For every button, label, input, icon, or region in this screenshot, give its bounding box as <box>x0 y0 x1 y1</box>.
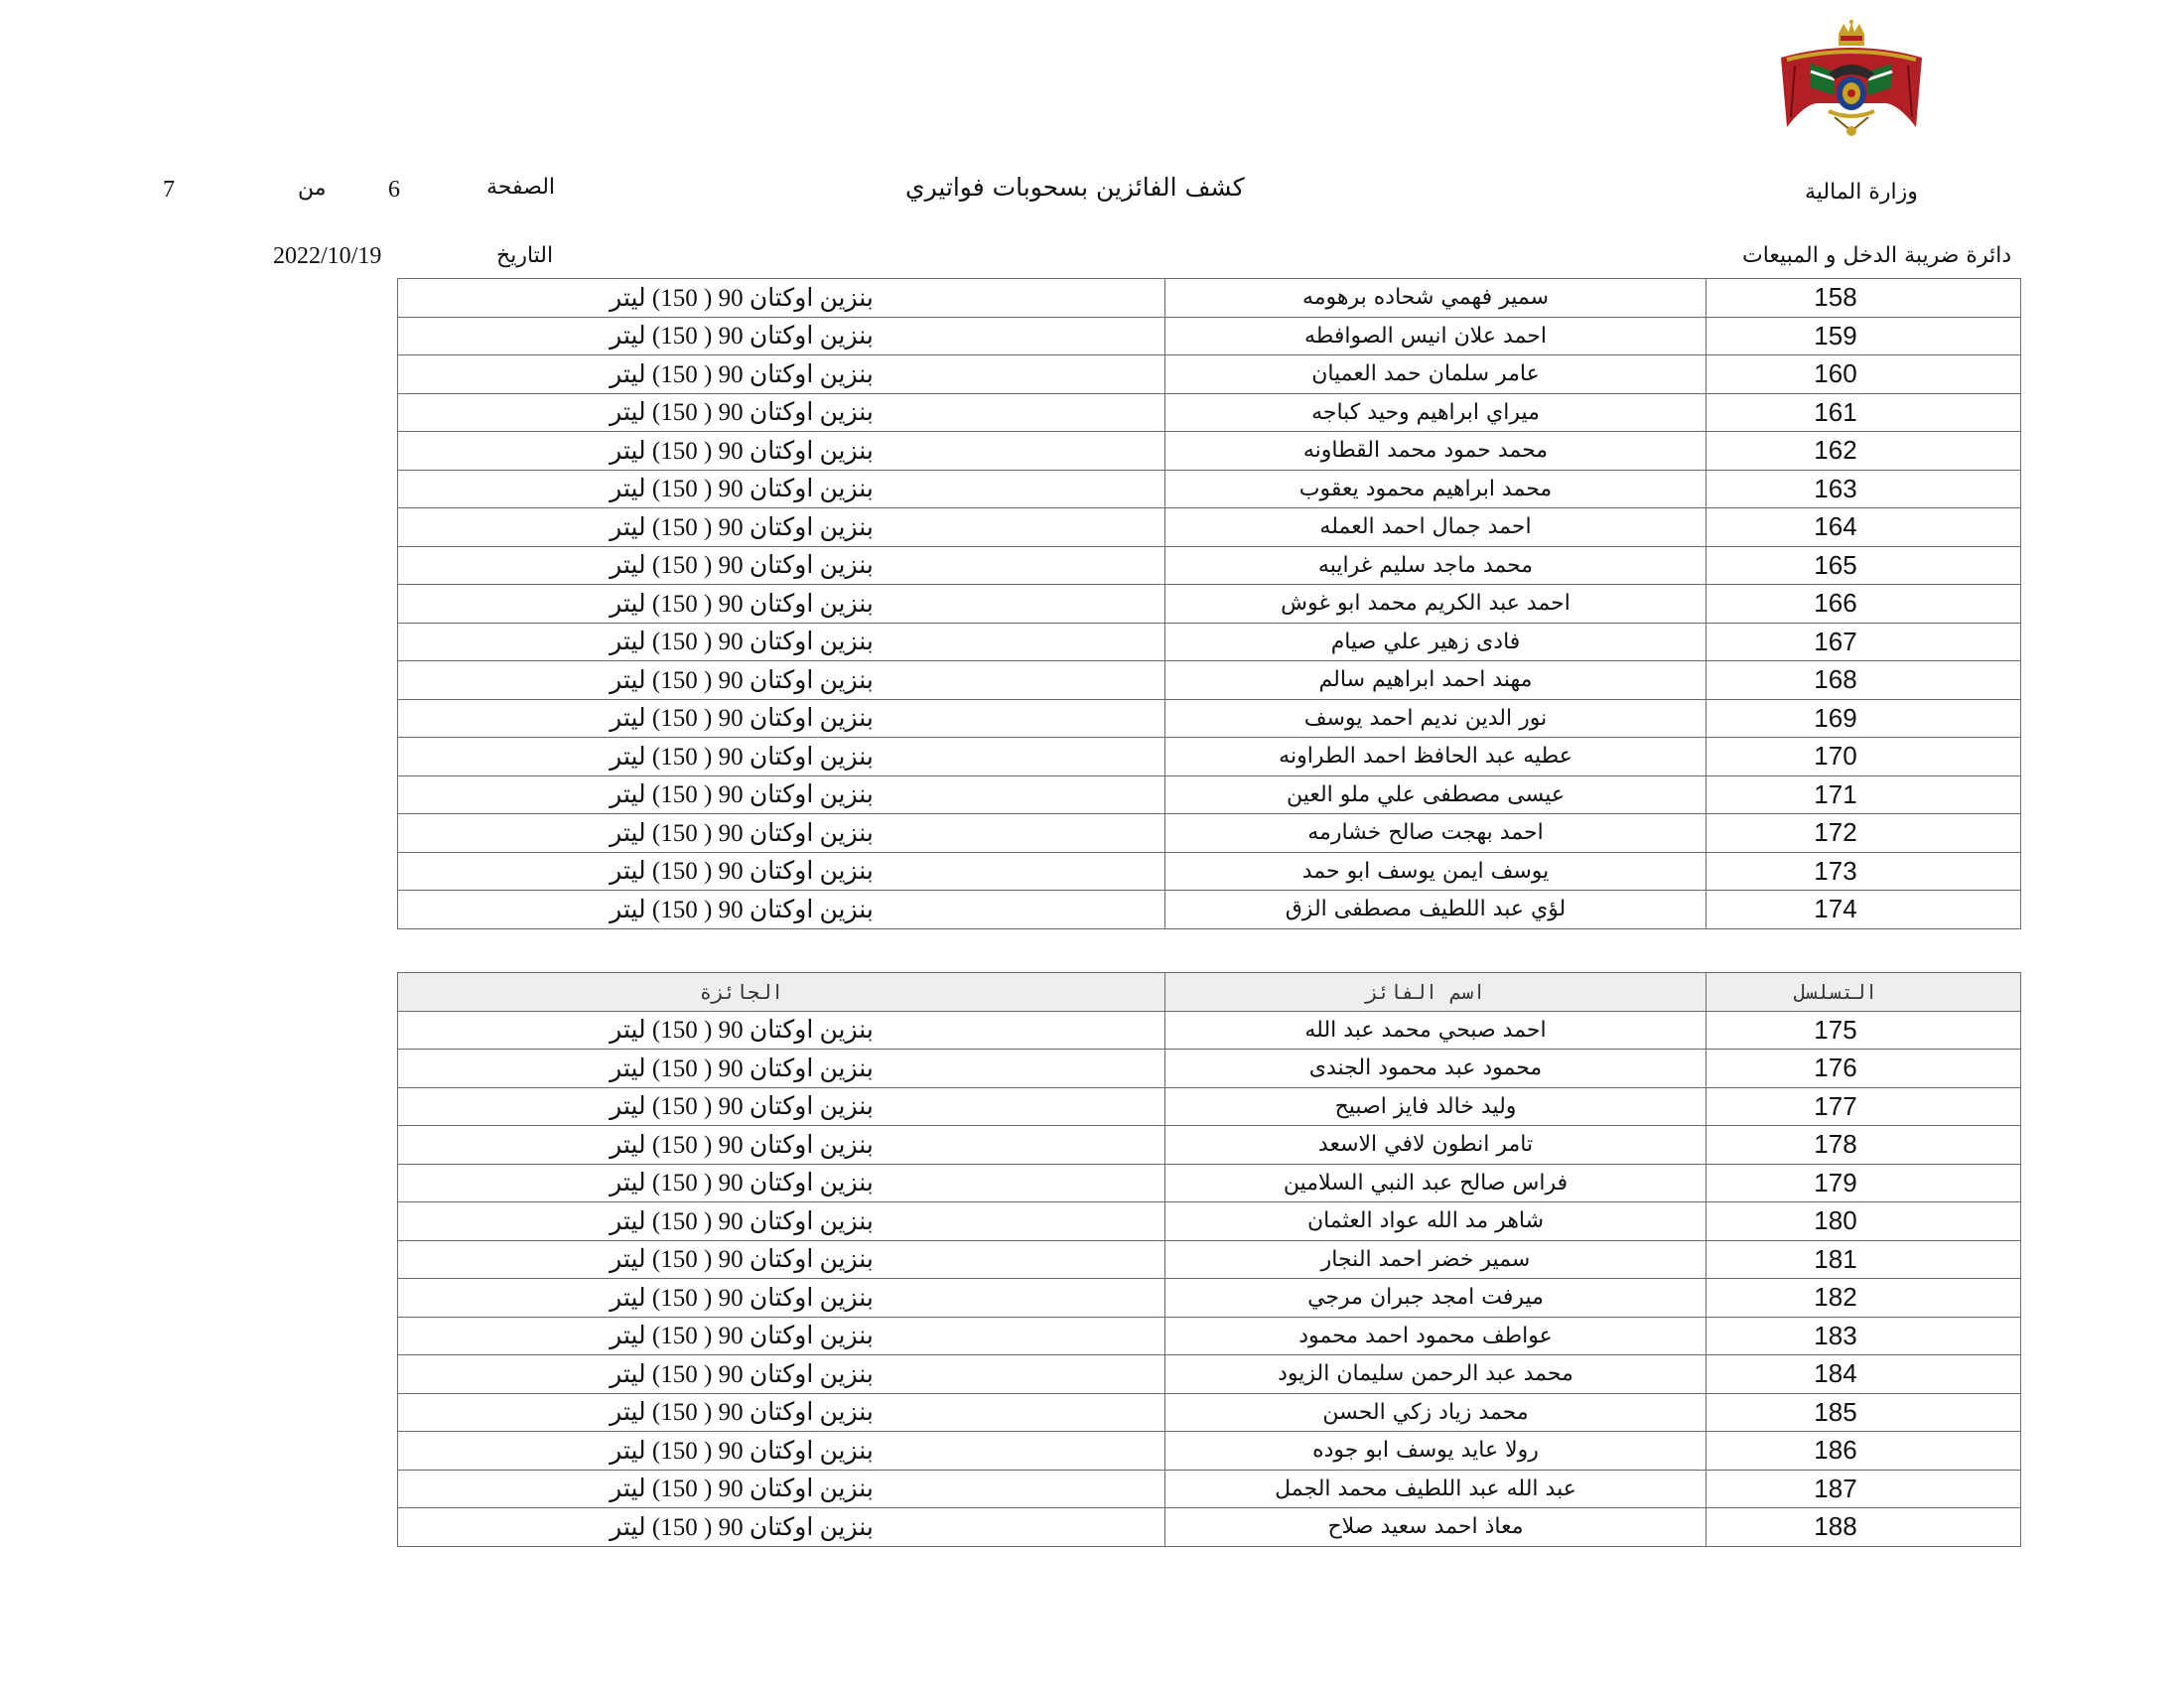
winner-name-cell: يوسف ايمن يوسف ابو حمد <box>1165 852 1706 891</box>
table-row <box>398 355 2021 394</box>
winner-name-cell: محمد حمود محمد القطاونه <box>1165 432 1706 471</box>
prize-cell: بنزين اوكتان 90 ( 150) ليتر <box>398 279 1165 318</box>
winner-name-cell: سمير خضر احمد النجار <box>1165 1240 1706 1279</box>
table-row <box>398 393 2021 432</box>
prize-cell: بنزين اوكتان 90 ( 150) ليتر <box>398 699 1165 738</box>
winner-name-cell: وليد خالد فايز اصبيح <box>1165 1087 1706 1126</box>
total-pages: 7 <box>163 177 175 203</box>
table-row <box>398 508 2021 547</box>
prize-cell: بنزين اوكتان 90 ( 150) ليتر <box>398 1011 1165 1050</box>
serial-cell: 186 <box>1706 1432 2021 1471</box>
winner-name-cell: فادى زهير علي صيام <box>1165 623 1706 661</box>
prize-cell: بنزين اوكتان 90 ( 150) ليتر <box>398 1126 1165 1165</box>
page-title: كشف الفائزين بسحوبات فواتيري <box>905 173 1245 202</box>
table-row <box>398 1164 2021 1202</box>
prize-cell: بنزين اوكتان 90 ( 150) ليتر <box>398 891 1165 929</box>
winner-name-cell: نور الدين نديم احمد يوسف <box>1165 699 1706 738</box>
serial-cell: 185 <box>1706 1393 2021 1432</box>
winner-name-cell: عواطف محمود احمد محمود <box>1165 1317 1706 1355</box>
prize-cell: بنزين اوكتان 90 ( 150) ليتر <box>398 1087 1165 1126</box>
table-row <box>398 1011 2021 1050</box>
serial-cell: 158 <box>1706 279 2021 318</box>
serial-cell: 170 <box>1706 738 2021 776</box>
table-row <box>398 699 2021 738</box>
prize-cell: بنزين اوكتان 90 ( 150) ليتر <box>398 355 1165 394</box>
winner-name-cell: محمود عبد محمود الجندى <box>1165 1050 1706 1088</box>
table-row <box>398 1087 2021 1126</box>
winner-name-cell: معاذ احمد سعيد صلاح <box>1165 1508 1706 1547</box>
column-header-prize: الجائزة <box>398 973 1165 1012</box>
serial-cell: 166 <box>1706 585 2021 624</box>
table-row <box>398 1240 2021 1279</box>
winners-table-2 <box>397 972 2021 1547</box>
table-row <box>398 1355 2021 1394</box>
winner-name-cell: عامر سلمان حمد العميان <box>1165 355 1706 394</box>
winner-name-cell: ميرفت امجد جبران مرجي <box>1165 1279 1706 1318</box>
prize-cell: بنزين اوكتان 90 ( 150) ليتر <box>398 470 1165 508</box>
prize-cell: بنزين اوكتان 90 ( 150) ليتر <box>398 1432 1165 1471</box>
serial-cell: 167 <box>1706 623 2021 661</box>
serial-cell: 165 <box>1706 546 2021 585</box>
winners-table-1 <box>397 278 2021 929</box>
table-row <box>398 470 2021 508</box>
prize-cell: بنزين اوكتان 90 ( 150) ليتر <box>398 432 1165 471</box>
table-row <box>398 891 2021 929</box>
serial-cell: 178 <box>1706 1126 2021 1165</box>
table-row <box>398 1470 2021 1508</box>
winner-name-cell: شاهر مد الله عواد العثمان <box>1165 1202 1706 1241</box>
department-name: دائرة ضريبة الدخل و المبيعات <box>1742 243 2012 268</box>
winner-name-cell: محمد ماجد سليم غرايبه <box>1165 546 1706 585</box>
table-row <box>398 1126 2021 1165</box>
table-row <box>398 1508 2021 1547</box>
winner-name-cell: لؤي عبد اللطيف مصطفى الزق <box>1165 891 1706 929</box>
table-row <box>398 1393 2021 1432</box>
prize-cell: بنزين اوكتان 90 ( 150) ليتر <box>398 814 1165 853</box>
serial-cell: 176 <box>1706 1050 2021 1088</box>
serial-cell: 187 <box>1706 1470 2021 1508</box>
table-row <box>398 623 2021 661</box>
winner-name-cell: عطيه عبد الحافظ احمد الطراونه <box>1165 738 1706 776</box>
prize-cell: بنزين اوكتان 90 ( 150) ليتر <box>398 852 1165 891</box>
serial-cell: 184 <box>1706 1355 2021 1394</box>
winner-name-cell: احمد علان انيس الصوافطه <box>1165 317 1706 355</box>
serial-cell: 163 <box>1706 470 2021 508</box>
prize-cell: بنزين اوكتان 90 ( 150) ليتر <box>398 738 1165 776</box>
prize-cell: بنزين اوكتان 90 ( 150) ليتر <box>398 1355 1165 1394</box>
prize-cell: بنزين اوكتان 90 ( 150) ليتر <box>398 393 1165 432</box>
table-row <box>398 1050 2021 1088</box>
winner-name-cell: فراس صالح عبد النبي السلامين <box>1165 1164 1706 1202</box>
prize-cell: بنزين اوكتان 90 ( 150) ليتر <box>398 1279 1165 1318</box>
serial-cell: 181 <box>1706 1240 2021 1279</box>
date-value: 2022/10/19 <box>273 243 382 269</box>
table-row <box>398 432 2021 471</box>
serial-cell: 183 <box>1706 1317 2021 1355</box>
winner-name-cell: محمد زياد زكي الحسن <box>1165 1393 1706 1432</box>
table-row <box>398 852 2021 891</box>
winner-name-cell: احمد بهجت صالح خشارمه <box>1165 814 1706 853</box>
prize-cell: بنزين اوكتان 90 ( 150) ليتر <box>398 1470 1165 1508</box>
table-row <box>398 585 2021 624</box>
prize-cell: بنزين اوكتان 90 ( 150) ليتر <box>398 585 1165 624</box>
table-row <box>398 1432 2021 1471</box>
prize-cell: بنزين اوكتان 90 ( 150) ليتر <box>398 546 1165 585</box>
coat-of-arms-emblem <box>1765 20 1938 139</box>
table-row <box>398 661 2021 700</box>
table-row <box>398 775 2021 814</box>
of-label: من <box>298 176 327 201</box>
winner-name-cell: عبد الله عبد اللطيف محمد الجمل <box>1165 1470 1706 1508</box>
winner-name-cell: محمد عبد الرحمن سليمان الزيود <box>1165 1355 1706 1394</box>
table-header-row <box>398 973 2021 1012</box>
column-header-serial: التسلسل <box>1706 973 2021 1012</box>
winner-name-cell: احمد صبحي محمد عبد الله <box>1165 1011 1706 1050</box>
prize-cell: بنزين اوكتان 90 ( 150) ليتر <box>398 1164 1165 1202</box>
serial-cell: 161 <box>1706 393 2021 432</box>
serial-cell: 182 <box>1706 1279 2021 1318</box>
winner-name-cell: احمد عبد الكريم محمد ابو غوش <box>1165 585 1706 624</box>
page-number: 6 <box>388 177 400 203</box>
table-row <box>398 738 2021 776</box>
serial-cell: 174 <box>1706 891 2021 929</box>
winner-name-cell: سمير فهمي شحاده برهومه <box>1165 279 1706 318</box>
prize-cell: بنزين اوكتان 90 ( 150) ليتر <box>398 775 1165 814</box>
serial-cell: 177 <box>1706 1087 2021 1126</box>
ministry-name: وزارة المالية <box>1805 180 1918 205</box>
serial-cell: 179 <box>1706 1164 2021 1202</box>
table-row <box>398 814 2021 853</box>
serial-cell: 164 <box>1706 508 2021 547</box>
winner-name-cell: ميراي ابراهيم وحيد كباجه <box>1165 393 1706 432</box>
column-header-name: اسم الفائز <box>1165 973 1706 1012</box>
serial-cell: 160 <box>1706 355 2021 394</box>
prize-cell: بنزين اوكتان 90 ( 150) ليتر <box>398 1508 1165 1547</box>
prize-cell: بنزين اوكتان 90 ( 150) ليتر <box>398 1050 1165 1088</box>
prize-cell: بنزين اوكتان 90 ( 150) ليتر <box>398 508 1165 547</box>
winner-name-cell: احمد جمال احمد العمله <box>1165 508 1706 547</box>
prize-cell: بنزين اوكتان 90 ( 150) ليتر <box>398 1393 1165 1432</box>
table-row <box>398 317 2021 355</box>
prize-cell: بنزين اوكتان 90 ( 150) ليتر <box>398 661 1165 700</box>
serial-cell: 188 <box>1706 1508 2021 1547</box>
serial-cell: 171 <box>1706 775 2021 814</box>
winner-name-cell: محمد ابراهيم محمود يعقوب <box>1165 470 1706 508</box>
prize-cell: بنزين اوكتان 90 ( 150) ليتر <box>398 1240 1165 1279</box>
prize-cell: بنزين اوكتان 90 ( 150) ليتر <box>398 623 1165 661</box>
serial-cell: 173 <box>1706 852 2021 891</box>
serial-cell: 162 <box>1706 432 2021 471</box>
serial-cell: 175 <box>1706 1011 2021 1050</box>
table-row <box>398 546 2021 585</box>
prize-cell: بنزين اوكتان 90 ( 150) ليتر <box>398 1202 1165 1241</box>
date-label: التاريخ <box>496 243 554 268</box>
serial-cell: 159 <box>1706 317 2021 355</box>
table-row <box>398 1202 2021 1241</box>
serial-cell: 168 <box>1706 661 2021 700</box>
table-row <box>398 1317 2021 1355</box>
winner-name-cell: عيسى مصطفى علي ملو العين <box>1165 775 1706 814</box>
winner-name-cell: رولا عايد يوسف ابو جوده <box>1165 1432 1706 1471</box>
table-row <box>398 1279 2021 1318</box>
prize-cell: بنزين اوكتان 90 ( 150) ليتر <box>398 1317 1165 1355</box>
serial-cell: 172 <box>1706 814 2021 853</box>
serial-cell: 169 <box>1706 699 2021 738</box>
prize-cell: بنزين اوكتان 90 ( 150) ليتر <box>398 317 1165 355</box>
page-label: الصفحة <box>486 175 556 200</box>
table-row <box>398 279 2021 318</box>
winner-name-cell: مهند احمد ابراهيم سالم <box>1165 661 1706 700</box>
serial-cell: 180 <box>1706 1202 2021 1241</box>
winner-name-cell: تامر انطون لافي الاسعد <box>1165 1126 1706 1165</box>
